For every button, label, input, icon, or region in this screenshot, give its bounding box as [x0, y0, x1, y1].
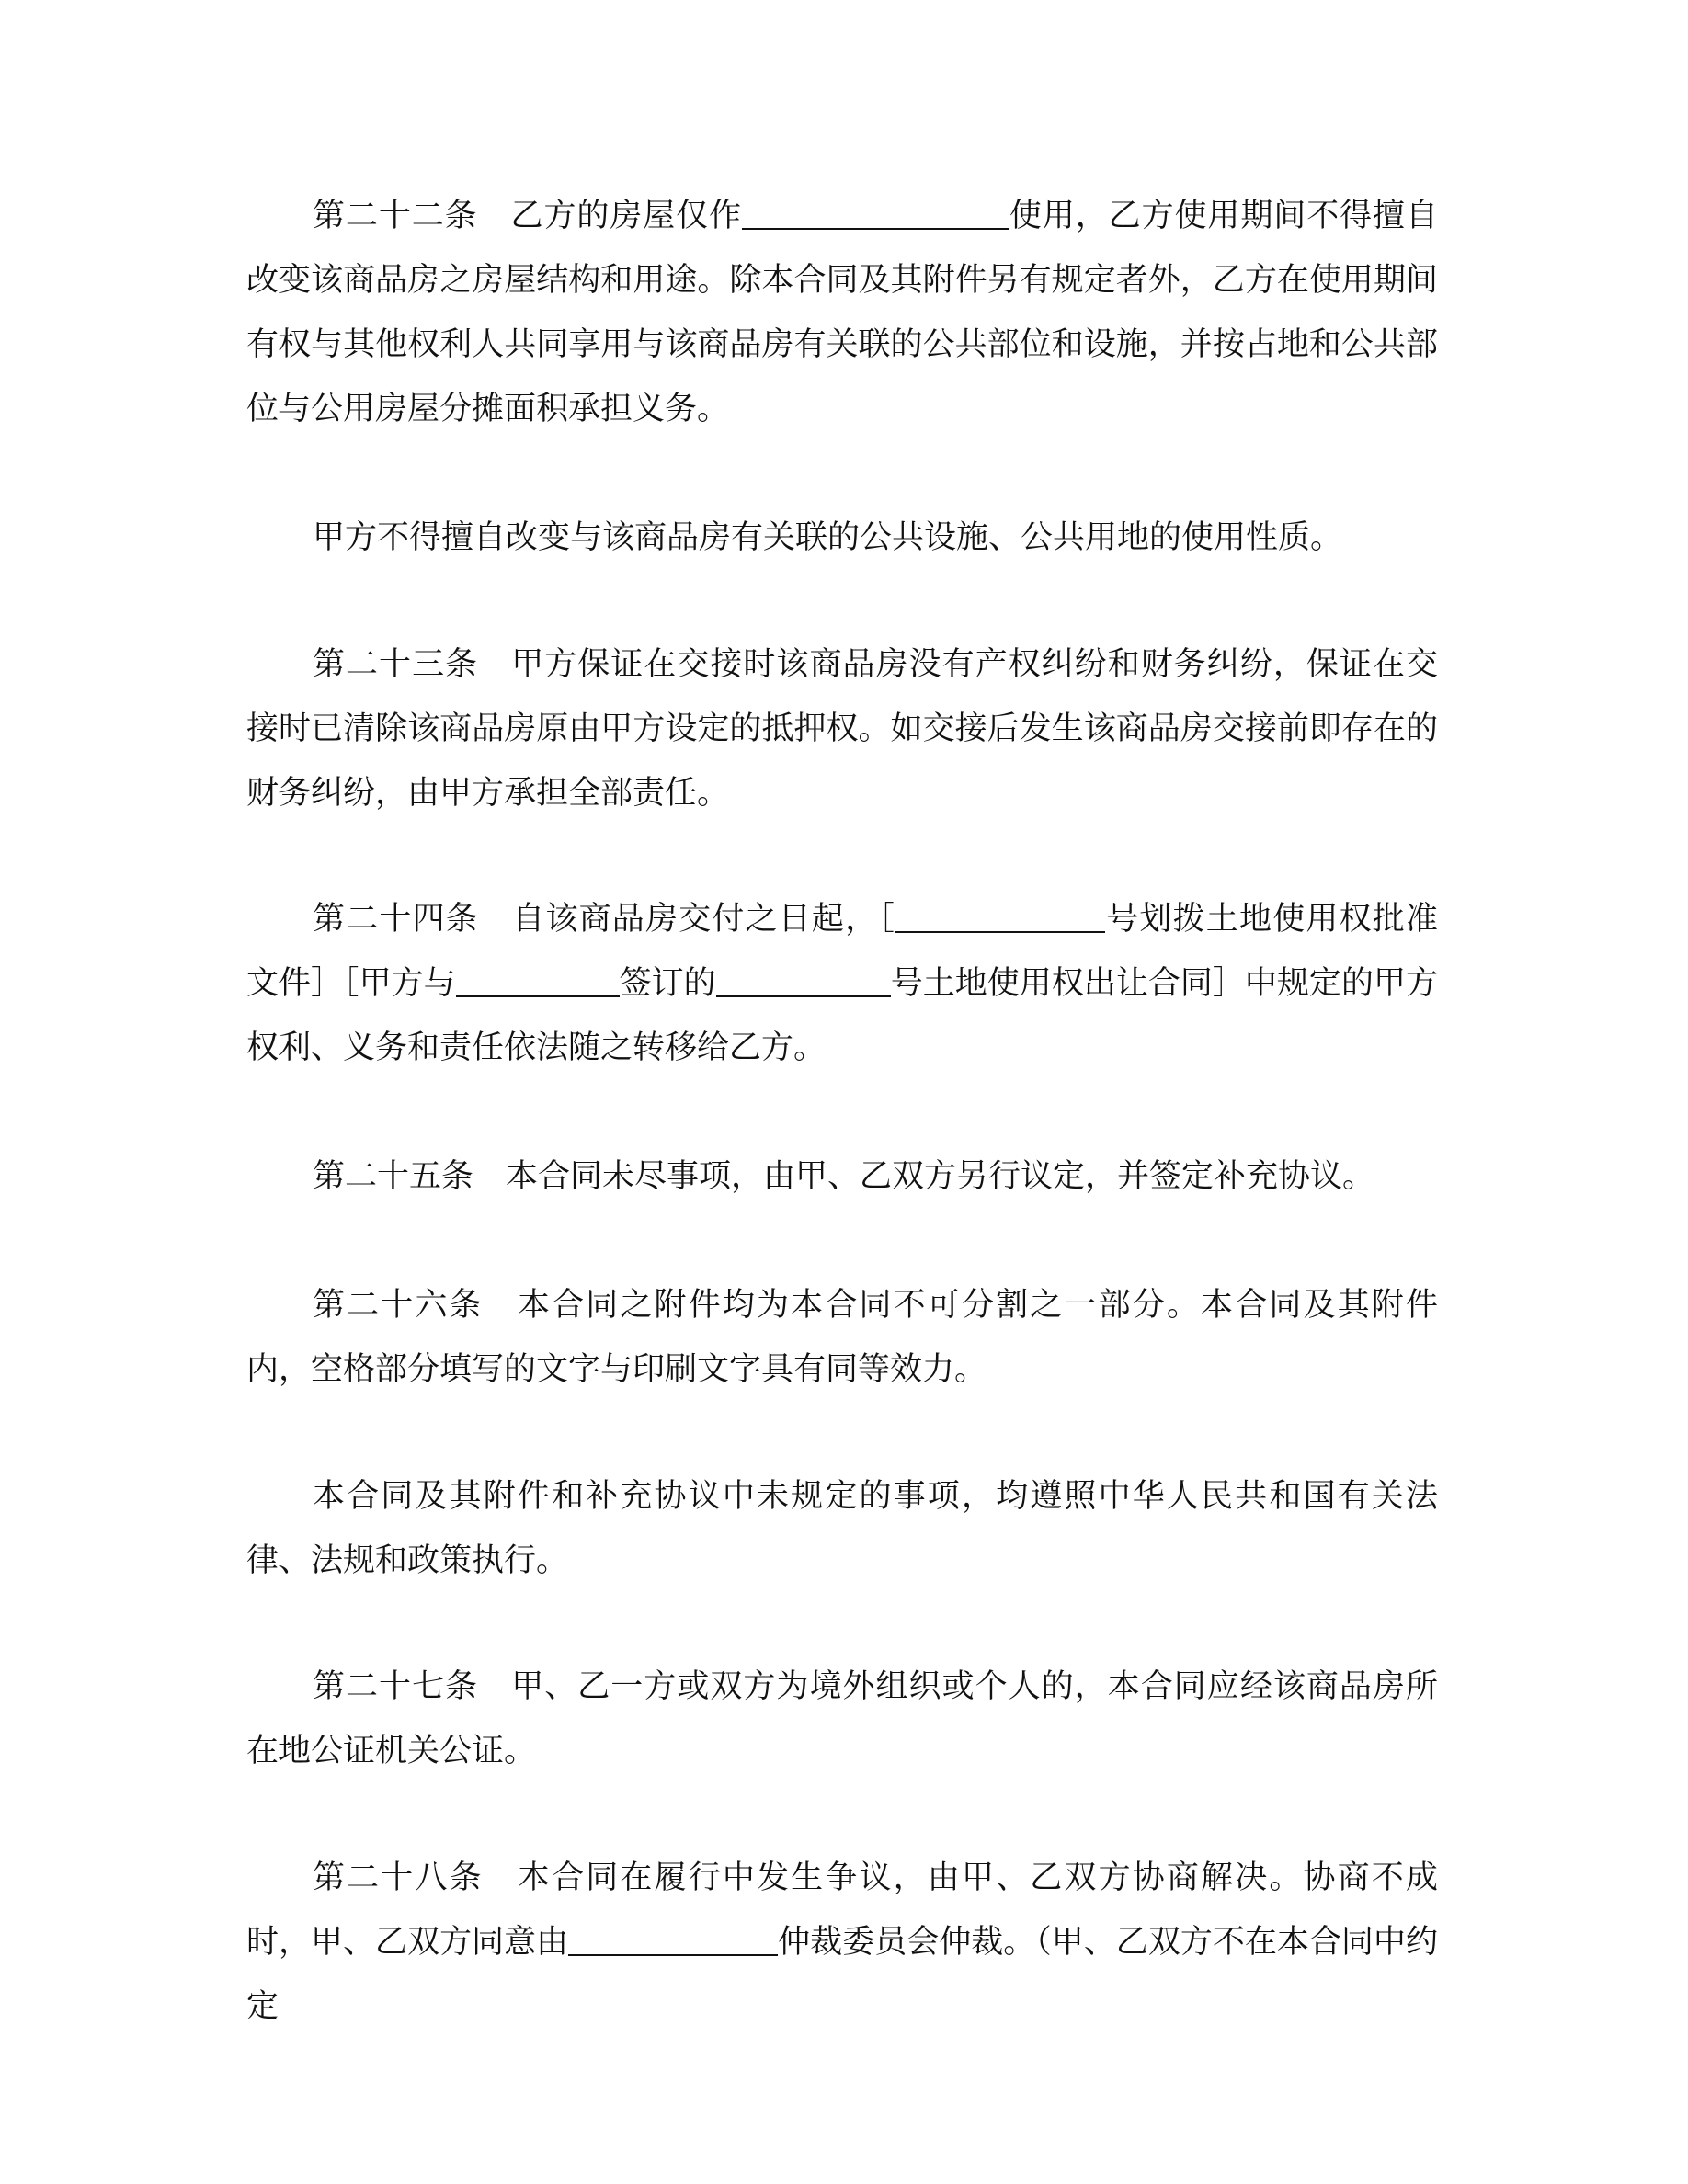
contract-number-blank[interactable] — [716, 964, 891, 997]
usage-blank[interactable] — [742, 197, 1009, 230]
article-28 — [246, 1846, 1438, 2039]
article-26 — [246, 1273, 1438, 1402]
article-23-title: 第二十三条 — [313, 646, 479, 683]
article-27-text: 甲、乙一方或双方为境外组织或个人的，本合同应经该商品房所在地公证机关公证。 — [246, 1668, 1438, 1769]
arbitration-committee-blank[interactable] — [568, 1923, 778, 1956]
article-24-text-1: 自该商品房交付之日起，［ — [512, 901, 896, 938]
article-25-title: 第二十五条 — [313, 1158, 474, 1195]
party-blank[interactable] — [456, 964, 620, 997]
article-25 — [246, 1144, 1438, 1209]
article-28-text-1: 本合同在履行中发生争议，由甲、乙双方协商解决。协商不成时，甲、乙双方同意由 — [246, 1860, 1438, 1961]
article-26-text: 本合同之附件均为本合同不可分割之一部分。本合同及其附件内，空格部分填写的文字与印刷文字具有同等效力。 — [246, 1287, 1438, 1388]
article-27 — [246, 1655, 1438, 1783]
article-26-paragraph-2: 本合同及其附件和补充协议中未规定的事项，均遵照中华人民共和国有关法律、法规和政策执行。 — [246, 1478, 1438, 1579]
article-25-text: 本合同未尽事项，由甲、乙双方另行议定，并签定补充协议。 — [506, 1158, 1375, 1195]
article-22 — [246, 184, 1438, 441]
article-23-text: 甲方保证在交接时该商品房没有产权纠纷和财务纠纷，保证在交接时已清除该商品房原由甲方设定的抵押权。如交接后发生该商品房交接前即存在的财务纠纷，由甲方承担全部责任。 — [246, 646, 1438, 812]
article-24-text-2: 号划拨土地使用权批准文件］［甲方与 — [246, 901, 1438, 1002]
article-28-text-2: 仲裁委员会仲裁。（甲、乙双方不在本合同中约定 — [246, 1924, 1438, 2025]
article-22-text-2: 使用，乙方使用期间不得擅自改变该商品房之房屋结构和用途。除本合同及其附件另有规定者外，乙方在使用期间有权与其他权利人共同享用与该商品房有关联的公共部位和设施，并按占地和公共部位与公用房屋分摊面积承担义务。 — [246, 198, 1438, 427]
article-24 — [246, 887, 1438, 1080]
article-26-title: 第二十六条 — [313, 1287, 484, 1324]
article-22-paragraph-2: 甲方不得擅自改变与该商品房有关联的公共设施、公共用地的使用性质。 — [313, 519, 1343, 556]
approval-document-number-blank[interactable] — [895, 900, 1105, 933]
article-23 — [246, 632, 1438, 825]
article-24-title: 第二十四条 — [313, 901, 479, 938]
article-24-text-3: 签订的 — [619, 965, 716, 1002]
article-28-title: 第二十八条 — [313, 1860, 484, 1896]
article-27-title: 第二十七条 — [313, 1668, 479, 1705]
article-24-text-4: 号土地使用权出让合同］中规定的甲方权利、义务和责任依法随之转移给乙方。 — [246, 965, 1438, 1066]
article-22-text-1: 乙方的房屋仅作 — [510, 198, 742, 234]
article-22-title: 第二十二条 — [313, 198, 478, 234]
